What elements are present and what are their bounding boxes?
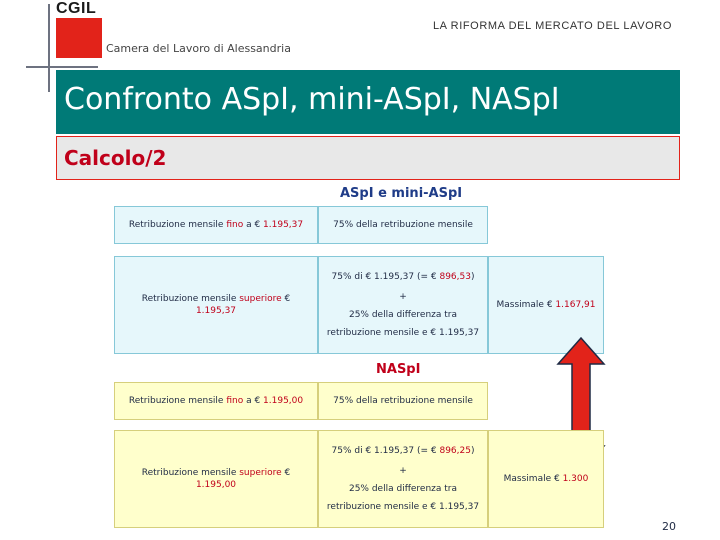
naspi-row1-left: [114, 382, 318, 420]
aspi-row2-right-a: Massimale €: [496, 300, 556, 310]
decorative-vertical-line: [48, 4, 50, 92]
naspi-row2-mid2: 25% della differenza tra: [348, 484, 458, 494]
naspi-row2-left-a: Retribuzione mensile: [141, 467, 240, 478]
naspi-row2-right-a: Massimale €: [503, 474, 563, 484]
naspi-row2-left-d: 1.195,00: [195, 480, 237, 490]
aspi-row2-left-a: Retribuzione mensile: [141, 293, 240, 304]
aspi-row2-plus: +: [399, 291, 407, 302]
aspi-row1-left: [114, 206, 318, 244]
header-top-title: LA RIFORMA DEL MERCATO DEL LAVORO: [432, 20, 672, 32]
naspi-row2-mid1a: 75% di € 1.195,37 (= €: [331, 445, 440, 456]
naspi-row2-mid: [318, 430, 488, 528]
aspi-row2-left-d: 1.195,37: [195, 306, 237, 316]
cgil-logo-text: CGIL: [56, 0, 97, 17]
naspi-row2-mid1c: ): [470, 445, 475, 456]
aspi-heading: ASpI e mini-ASpI: [340, 186, 463, 201]
naspi-row2-left-b: superiore: [239, 467, 282, 478]
page-number: 20: [662, 520, 676, 533]
aspi-row1-left-a: Retribuzione mensile: [128, 220, 227, 230]
slide-title: Confronto ASpI, mini-ASpI, NASpI: [64, 82, 560, 117]
naspi-row1-left-a: Retribuzione mensile: [128, 396, 227, 406]
naspi-row2-plus: +: [399, 465, 407, 476]
naspi-row2-right-b: 1.300: [562, 474, 589, 484]
naspi-row2-mid3: retribuzione mensile e € 1.195,37: [326, 502, 480, 513]
naspi-row1-left-b: fino: [226, 396, 244, 406]
aspi-row2-mid2: 25% della differenza tra: [348, 310, 458, 320]
naspi-row1-left-d: 1.195,00: [263, 396, 304, 406]
aspi-row2-mid1c: ): [470, 271, 475, 282]
naspi-row2-left-c: €: [281, 467, 291, 478]
aspi-row2-mid: [318, 256, 488, 354]
aspi-row1-right: 75% della retribuzione mensile: [318, 206, 488, 244]
naspi-heading: NASpI: [376, 362, 421, 377]
cgil-logo-mark: [56, 18, 102, 58]
aspi-row2-mid3: retribuzione mensile e € 1.195,37: [326, 328, 480, 339]
aspi-row2-left-b: superiore: [239, 293, 282, 304]
aspi-row2-right-b: 1.167,91: [555, 300, 596, 310]
header-subtitle: Camera del Lavoro di Alessandria: [106, 42, 291, 55]
naspi-row2-right: [488, 430, 604, 528]
naspi-row1-right: 75% della retribuzione mensile: [318, 382, 488, 420]
naspi-row2-mid1b: 896,25: [439, 445, 471, 456]
naspi-row1-left-c: a €: [243, 396, 264, 406]
aspi-row1-left-d: 1.195,37: [263, 220, 304, 230]
aspi-row1-left-b: fino: [226, 220, 244, 230]
aspi-row2-mid1b: 896,53: [439, 271, 471, 282]
naspi-row2-left: [114, 430, 318, 528]
aspi-row2-left: [114, 256, 318, 354]
decorative-horizontal-line: [26, 66, 98, 68]
aspi-row2-mid1a: 75% di € 1.195,37 (= €: [331, 271, 440, 282]
section-title: Calcolo/2: [64, 146, 167, 170]
aspi-row1-left-c: a €: [243, 220, 264, 230]
aspi-row2-left-c: €: [281, 293, 291, 304]
